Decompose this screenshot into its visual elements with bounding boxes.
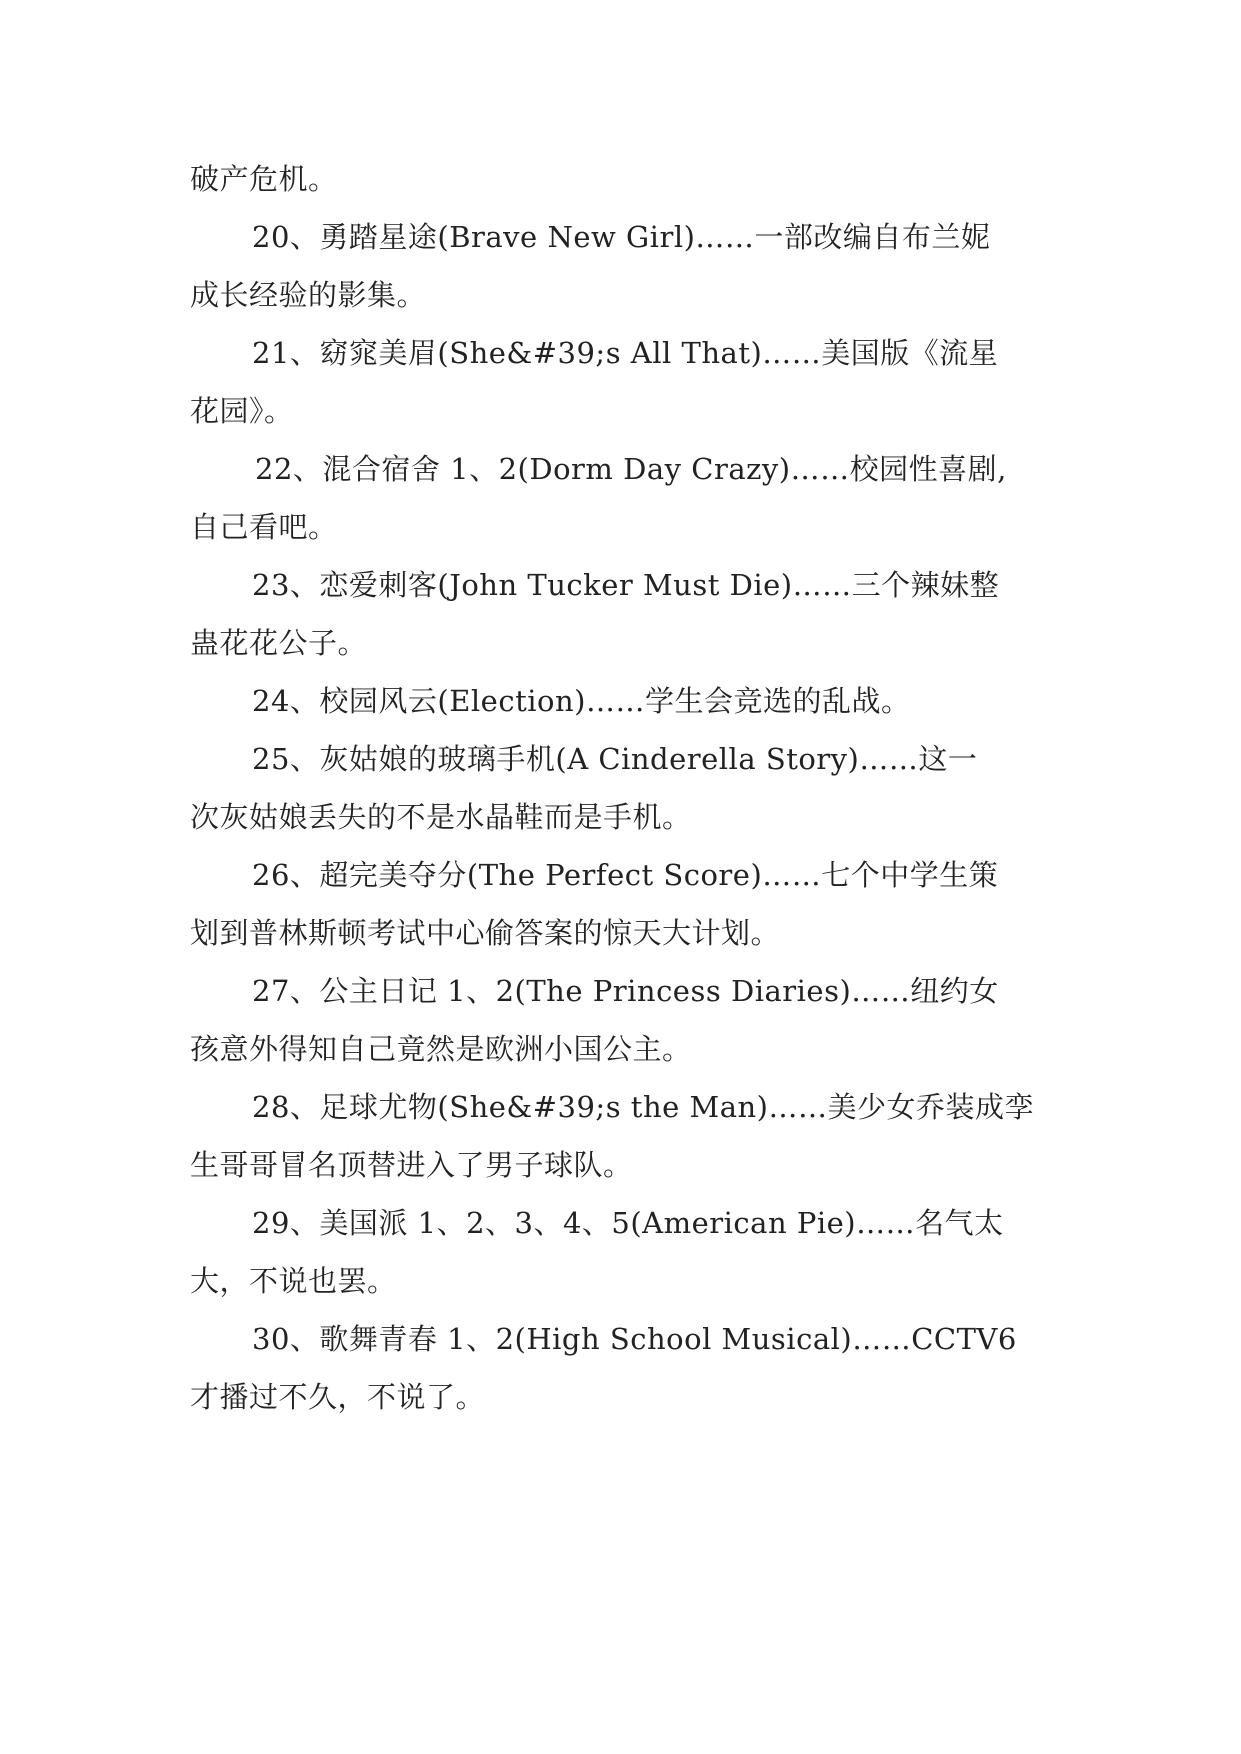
list-item-30-cont: 才播过不久，不说了。 — [190, 1380, 486, 1414]
list-item-27: 27、公主日记 1、2(The Princess Diaries)……纽约女 — [252, 974, 999, 1008]
list-item-27-cont: 孩意外得知自己竟然是欧洲小国公主。 — [190, 1032, 692, 1066]
list-item-29: 29、美国派 1、2、3、4、5(American Pie)……名气太 — [252, 1206, 1004, 1240]
list-item-28-cont: 生哥哥冒名顶替进入了男子球队。 — [190, 1148, 633, 1182]
list-item-23-cont: 蛊花花公子。 — [190, 626, 368, 660]
list-item-30: 30、歌舞青春 1、2(High School Musical)……CCTV6 — [252, 1322, 1017, 1356]
list-item-20: 20、勇踏星途(Brave New Girl)……一部改编自布兰妮 — [252, 220, 991, 254]
list-item-25: 25、灰姑娘的玻璃手机(A Cinderella Story)……这一 — [252, 742, 978, 776]
list-item-22-cont: 自己看吧。 — [190, 510, 338, 544]
list-item-26: 26、超完美夺分(The Perfect Score)……七个中学生策 — [252, 858, 999, 892]
list-item-20-cont: 成长经验的影集。 — [190, 278, 427, 312]
list-item-28: 28、足球尤物(She&#39;s the Man)……美少女乔装成孪 — [252, 1090, 1034, 1124]
list-item-29-cont: 大，不说也罢。 — [190, 1264, 397, 1298]
list-item-25-cont: 次灰姑娘丢失的不是水晶鞋而是手机。 — [190, 800, 692, 834]
list-item-21-cont: 花园》。 — [190, 394, 294, 428]
document-body — [190, 150, 1050, 1426]
list-item-22: 22、混合宿舍 1、2(Dorm Day Crazy)……校园性喜剧, — [255, 452, 1007, 486]
list-item-24: 24、校园风云(Election)……学生会竞选的乱战。 — [252, 684, 911, 718]
list-item-26-cont: 划到普林斯顿考试中心偷答案的惊天大计划。 — [190, 916, 781, 950]
list-item-21: 21、窈窕美眉(She&#39;s All That)……美国版《流星 — [252, 336, 999, 370]
list-item-23: 23、恋爱刺客(John Tucker Must Die)……三个辣妹整 — [252, 568, 1000, 602]
paragraph-line: 破产危机。 — [190, 162, 338, 196]
